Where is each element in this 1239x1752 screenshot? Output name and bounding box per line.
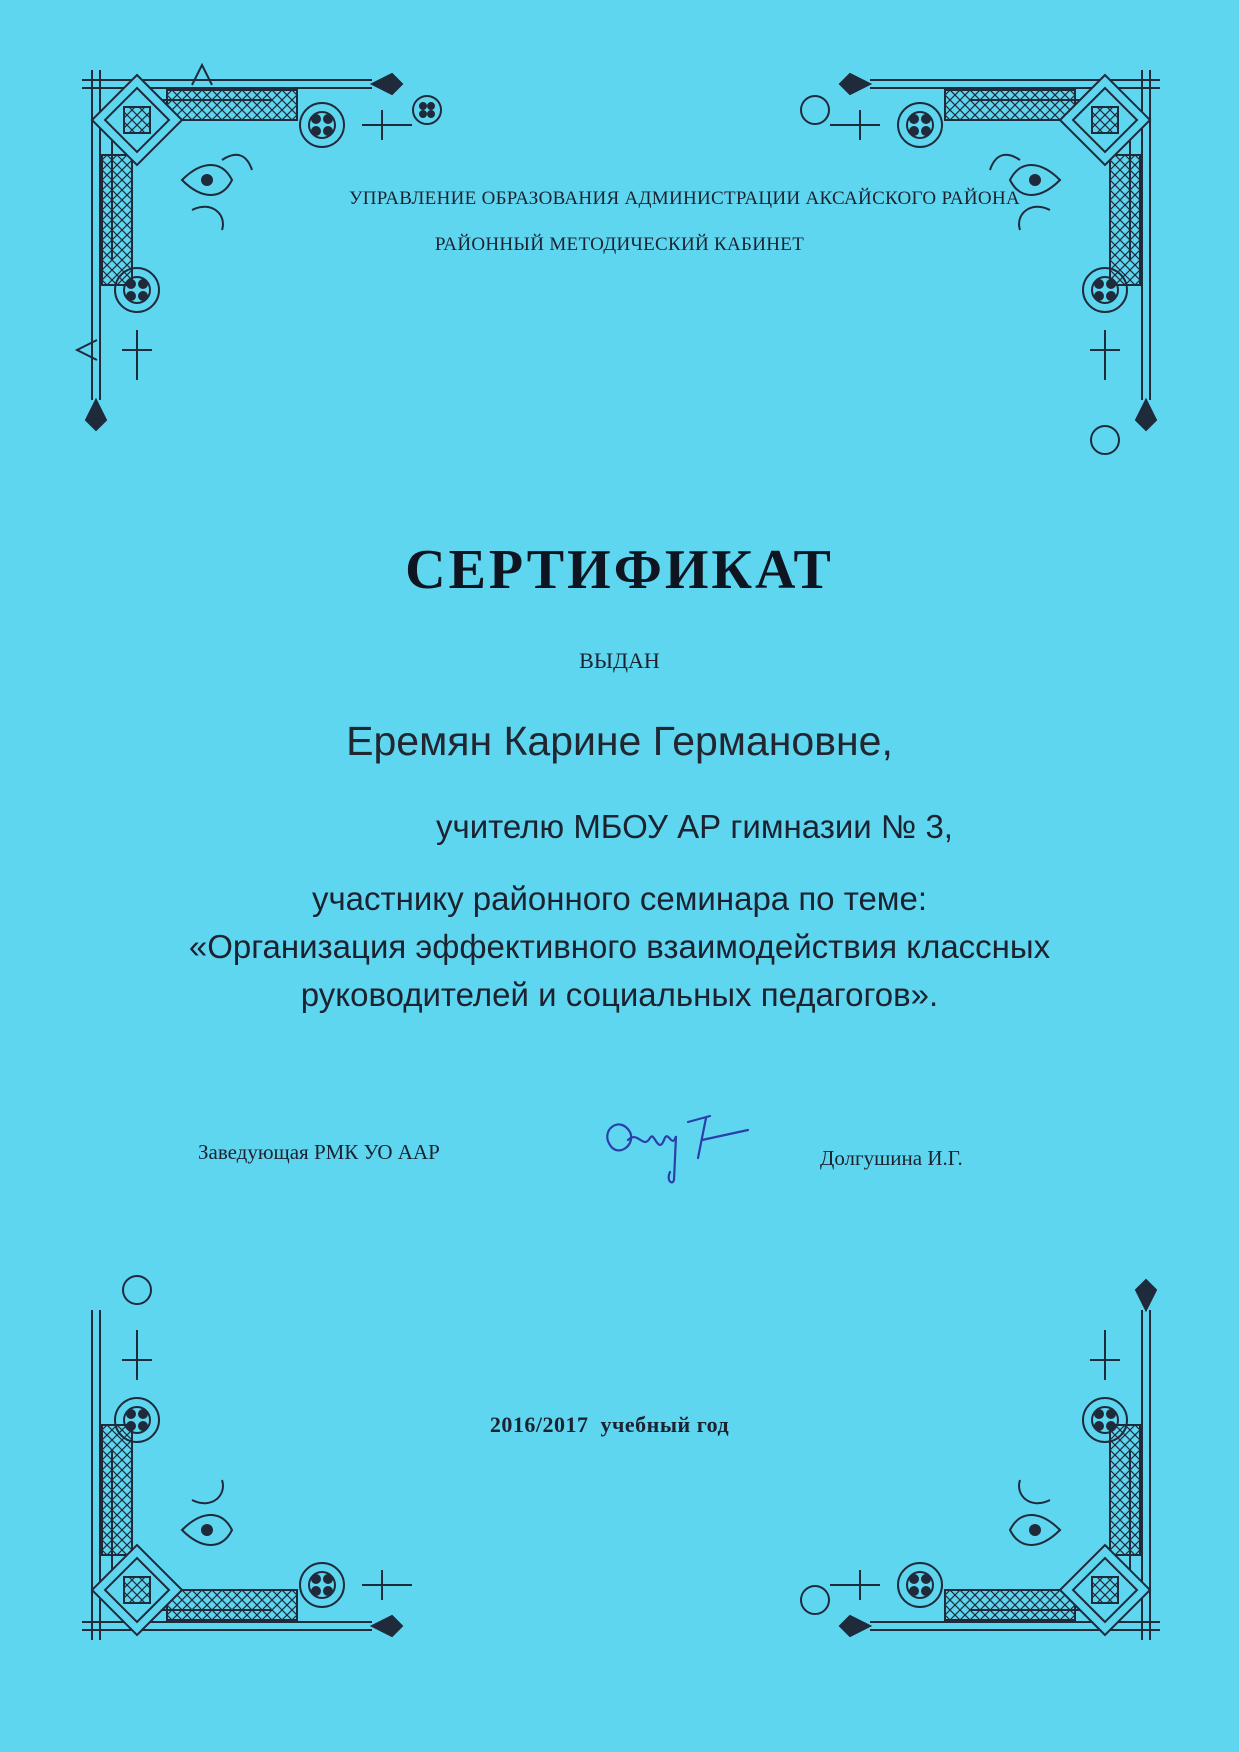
recipient-role [0, 808, 1239, 846]
ornament-bottom-right [770, 1250, 1170, 1650]
certificate-title: СЕРТИФИКАТ [405, 539, 834, 601]
seminar-topic-line-3: руководителей и социальных педагогов». [300, 976, 939, 1013]
ornament-top-left [72, 60, 472, 460]
academic-year [0, 1412, 1239, 1438]
handwritten-signature [598, 1100, 758, 1190]
academic-year-text: 2016/2017 учебный год [489, 1412, 730, 1437]
cabinet-name: РАЙОННЫЙ МЕТОДИЧЕСКИЙ КАБИНЕТ [434, 234, 805, 255]
cabinet-header [0, 234, 1239, 256]
recipient-role-text: учителю МБОУ АР гимназии № 3, [436, 808, 953, 845]
signature-icon [598, 1100, 758, 1190]
seminar-topic-line-1: участнику районного семинара по теме: [311, 880, 928, 917]
ornament-corner-icon [770, 1250, 1170, 1650]
ornament-corner-icon [770, 60, 1170, 460]
recipient-name: Еремян Карине Германовне, [346, 718, 893, 764]
organization-name: УПРАВЛЕНИЕ ОБРАЗОВАНИЯ АДМИНИСТРАЦИИ АКСАЙСКОГО РАЙОНА [349, 188, 1020, 209]
signatory-name: Долгушина И.Г. [820, 1146, 963, 1170]
ornament-corner-icon [72, 1250, 472, 1650]
ornament-top-right [770, 60, 1170, 460]
seminar-topic-line-2: «Организация эффективного взаимодействия классных [188, 928, 1051, 965]
ornament-bottom-left [72, 1250, 472, 1650]
signatory-position: Заведующая РМК УО ААР [198, 1140, 440, 1164]
issued-label: ВЫДАН [579, 648, 660, 673]
organization-header [0, 188, 1239, 210]
ornament-corner-icon [72, 60, 472, 460]
